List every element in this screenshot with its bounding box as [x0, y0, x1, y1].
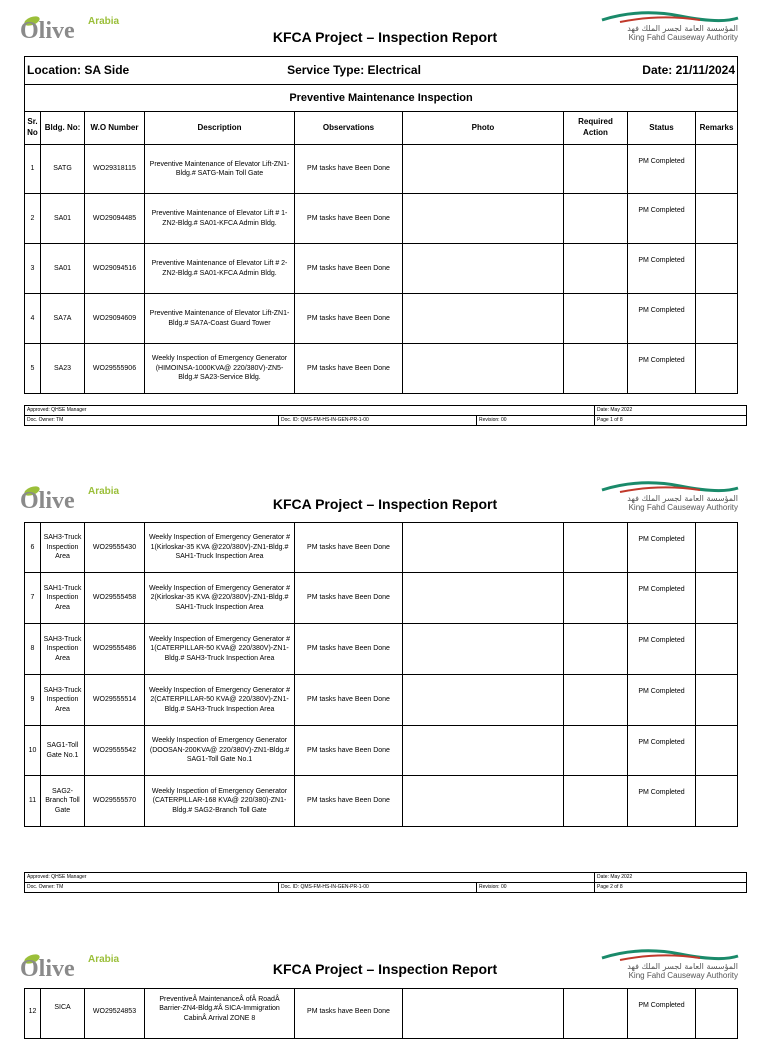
bldg-cell: SA7A: [41, 294, 85, 344]
wo-cell: WO29555430: [85, 523, 145, 573]
status-cell: PM Completed: [628, 194, 696, 244]
sr-cell: 5: [25, 344, 41, 394]
photo-cell: [403, 523, 564, 573]
description-cell: Preventive Maintenance of Elevator Lift-ZN1-Bldg.# SA7A-Coast Guard Tower: [145, 294, 295, 344]
remarks-cell: [696, 344, 738, 394]
description-cell: Preventive Maintenance of Elevator Lift # 1-ZN2-Bldg.# SA01-KFCA Admin Bldg.: [145, 194, 295, 244]
status-cell: PM Completed: [628, 523, 696, 573]
page-footer: [24, 405, 747, 426]
observation-cell: PM tasks have Been Done: [295, 344, 403, 394]
page-header: [0, 0, 768, 48]
footer-approved: Approved: QHSE Manager: [25, 873, 595, 883]
photo-cell: [403, 624, 564, 675]
svg-text:King Fahd Causeway Authority: King Fahd Causeway Authority: [628, 971, 738, 980]
remarks-cell: [696, 145, 738, 194]
observation-cell: PM tasks have Been Done: [295, 523, 403, 573]
status-cell: PM Completed: [628, 726, 696, 776]
svg-text:Arabia: Arabia: [88, 16, 120, 27]
sr-cell: 3: [25, 244, 41, 294]
remarks-cell: [696, 194, 738, 244]
status-cell: PM Completed: [628, 145, 696, 194]
status-cell: PM Completed: [628, 573, 696, 624]
wo-cell: WO29555570: [85, 776, 145, 827]
status-cell: PM Completed: [628, 675, 696, 726]
svg-text:King Fahd Causeway Authority: King Fahd Causeway Authority: [628, 33, 738, 42]
bldg-cell: SAG1-Toll Gate No.1: [41, 726, 85, 776]
col-bldg: Bldg. No:: [41, 112, 85, 145]
col-photo: Photo: [403, 112, 564, 145]
svg-text:Arabia: Arabia: [88, 486, 120, 497]
observation-cell: PM tasks have Been Done: [295, 145, 403, 194]
sr-cell: 11: [25, 776, 41, 827]
action-cell: [564, 726, 628, 776]
footer-revision: Revision: 00: [477, 416, 595, 426]
col-sr: Sr. No: [25, 112, 41, 145]
inspection-table-page-3: [24, 988, 738, 1039]
col-remarks: Remarks: [696, 112, 738, 145]
photo-cell: [403, 145, 564, 194]
inspection-table-page-2: [24, 522, 738, 827]
table-row: [25, 624, 738, 675]
kfca-logo: [600, 948, 740, 980]
wo-cell: WO29524853: [85, 989, 145, 1039]
remarks-cell: [696, 573, 738, 624]
col-status: Status: [628, 112, 696, 145]
table-row: [25, 573, 738, 624]
observation-cell: PM tasks have Been Done: [295, 675, 403, 726]
status-cell: PM Completed: [628, 989, 696, 1039]
action-cell: [564, 523, 628, 573]
kfca-logo: [600, 480, 740, 512]
col-description: Description: [145, 112, 295, 145]
remarks-cell: [696, 523, 738, 573]
photo-cell: [403, 294, 564, 344]
sr-cell: 12: [25, 989, 41, 1039]
report-page-1: [0, 0, 768, 423]
wo-cell: WO29318115: [85, 145, 145, 194]
remarks-cell: [696, 989, 738, 1039]
status-cell: PM Completed: [628, 776, 696, 827]
observation-cell: PM tasks have Been Done: [295, 573, 403, 624]
photo-cell: [403, 244, 564, 294]
table-row: [25, 726, 738, 776]
svg-text:Olive: Olive: [20, 18, 75, 42]
bldg-cell: SAH3-Truck Inspection Area: [41, 624, 85, 675]
sr-cell: 8: [25, 624, 41, 675]
col-observations: Observations: [295, 112, 403, 145]
wo-cell: WO29555458: [85, 573, 145, 624]
report-title: KFCA Project – Inspection Report: [272, 961, 498, 977]
status-cell: PM Completed: [628, 244, 696, 294]
remarks-cell: [696, 726, 738, 776]
inspection-table-page-1: [24, 56, 738, 394]
bldg-cell: SAH3-Truck Inspection Area: [41, 523, 85, 573]
description-cell: Weekly Inspection of Emergency Generator (CATERPILLAR-168 KVA@ 220/380)-ZN1-Bldg.# SAG2-Branch Toll Gate: [145, 776, 295, 827]
col-required-action: Required Action: [564, 112, 628, 145]
observation-cell: PM tasks have Been Done: [295, 294, 403, 344]
service-type-label: Service Type: Electrical: [145, 57, 564, 85]
photo-cell: [403, 776, 564, 827]
action-cell: [564, 294, 628, 344]
observation-cell: PM tasks have Been Done: [295, 194, 403, 244]
photo-cell: [403, 573, 564, 624]
svg-text:المؤسسة العامة لجسر الملك فهد: المؤسسة العامة لجسر الملك فهد: [627, 494, 738, 503]
photo-cell: [403, 989, 564, 1039]
bldg-cell: SA01: [41, 194, 85, 244]
footer-approved: Approved: QHSE Manager: [25, 406, 595, 416]
status-cell: PM Completed: [628, 624, 696, 675]
olive-arabia-logo: [16, 480, 136, 512]
wo-cell: WO29094516: [85, 244, 145, 294]
svg-text:Arabia: Arabia: [88, 954, 120, 965]
kfca-logo: [600, 10, 740, 42]
remarks-cell: [696, 624, 738, 675]
svg-text:المؤسسة العامة لجسر الملك فهد: المؤسسة العامة لجسر الملك فهد: [627, 24, 738, 33]
wo-cell: WO29555906: [85, 344, 145, 394]
description-cell: Weekly Inspection of Emergency Generator (HIMOINSA-1000KVA@ 220/380V)-ZN5-Bldg.# SA23-Service Bldg.: [145, 344, 295, 394]
page-footer: [24, 872, 747, 893]
bldg-cell: SAG2-Branch Toll Gate: [41, 776, 85, 827]
footer-date: Date: May 2022: [595, 406, 747, 416]
action-cell: [564, 145, 628, 194]
footer-owner: Doc. Owner: TM: [25, 883, 279, 893]
report-page-2: [0, 470, 768, 890]
wo-cell: WO29555486: [85, 624, 145, 675]
svg-text:Olive: Olive: [20, 488, 75, 512]
page-header: [0, 470, 768, 518]
sr-cell: 4: [25, 294, 41, 344]
bldg-cell: SATG: [41, 145, 85, 194]
report-title: KFCA Project – Inspection Report: [272, 29, 498, 45]
photo-cell: [403, 675, 564, 726]
footer-doc-id: Doc. ID: QMS-FM-HS-IN-GEN-PR-1-00: [279, 883, 477, 893]
footer-page-number: Page 1 of 8: [595, 416, 747, 426]
sr-cell: 1: [25, 145, 41, 194]
action-cell: [564, 573, 628, 624]
wo-cell: WO29094609: [85, 294, 145, 344]
action-cell: [564, 624, 628, 675]
col-wo: W.O Number: [85, 112, 145, 145]
table-row: [25, 244, 738, 294]
bldg-cell: SA23: [41, 344, 85, 394]
table-row: [25, 989, 738, 1039]
description-cell: Weekly Inspection of Emergency Generator # 1(CATERPILLAR-50 KVA@ 220/380V)-ZN1-Bldg.# SAH3-Truck Inspection Area: [145, 624, 295, 675]
svg-text:King Fahd Causeway Authority: King Fahd Causeway Authority: [628, 503, 738, 512]
description-cell: PreventiveÂ MaintenanceÂ ofÂ RoadÂ Barrier-ZN4-Bldg.#Â SICA-Immigration CabinÂ Arrival ZONE 8: [145, 989, 295, 1039]
olive-arabia-logo: [16, 10, 136, 42]
sr-cell: 6: [25, 523, 41, 573]
remarks-cell: [696, 776, 738, 827]
remarks-cell: [696, 294, 738, 344]
footer-doc-id: Doc. ID: QMS-FM-HS-IN-GEN-PR-1-00: [279, 416, 477, 426]
action-cell: [564, 989, 628, 1039]
observation-cell: PM tasks have Been Done: [295, 244, 403, 294]
footer-owner: Doc. Owner: TM: [25, 416, 279, 426]
page-header: [0, 938, 768, 986]
footer-page-number: Page 2 of 8: [595, 883, 747, 893]
table-header-row: [25, 112, 738, 145]
description-cell: Weekly Inspection of Emergency Generator # 2(CATERPILLAR-50 KVA@ 220/380V)-ZN1-Bldg.# SAH3-Truck Inspection Area: [145, 675, 295, 726]
sr-cell: 7: [25, 573, 41, 624]
table-row: [25, 776, 738, 827]
table-row: [25, 523, 738, 573]
sr-cell: 2: [25, 194, 41, 244]
action-cell: [564, 675, 628, 726]
table-row: [25, 344, 738, 394]
photo-cell: [403, 194, 564, 244]
wo-cell: WO29094485: [85, 194, 145, 244]
observation-cell: PM tasks have Been Done: [295, 726, 403, 776]
footer-revision: Revision: 00: [477, 883, 595, 893]
section-title: Preventive Maintenance Inspection: [25, 85, 738, 112]
svg-text:المؤسسة العامة لجسر الملك فهد: المؤسسة العامة لجسر الملك فهد: [627, 962, 738, 971]
info-bar: [25, 57, 738, 85]
wo-cell: WO29555542: [85, 726, 145, 776]
observation-cell: PM tasks have Been Done: [295, 776, 403, 827]
report-page-3: [0, 938, 768, 1022]
action-cell: [564, 344, 628, 394]
status-cell: PM Completed: [628, 294, 696, 344]
description-cell: Preventive Maintenance of Elevator Lift-ZN1-Bldg.# SATG-Main Toll Gate: [145, 145, 295, 194]
bldg-cell: SAH1-Truck Inspection Area: [41, 573, 85, 624]
description-cell: Weekly Inspection of Emergency Generator # 2(Kirloskar-35 KVA @220/380V)-ZN1-Bldg.# SAH1-Truck Inspection Area: [145, 573, 295, 624]
date-label: Date: 21/11/2024: [564, 57, 738, 85]
description-cell: Weekly Inspection of Emergency Generator (DOOSAN-200KVA@ 220/380V)-ZN1-Bldg.# SAG1-Toll Gate No.1: [145, 726, 295, 776]
photo-cell: [403, 726, 564, 776]
remarks-cell: [696, 675, 738, 726]
table-row: [25, 194, 738, 244]
sr-cell: 10: [25, 726, 41, 776]
wo-cell: WO29555514: [85, 675, 145, 726]
bldg-cell: SA01: [41, 244, 85, 294]
action-cell: [564, 244, 628, 294]
action-cell: [564, 194, 628, 244]
table-row: [25, 675, 738, 726]
sr-cell: 9: [25, 675, 41, 726]
bldg-cell: SICA: [41, 989, 85, 1039]
location-label: Location: SA Side: [25, 57, 145, 85]
olive-arabia-logo: [16, 948, 136, 980]
remarks-cell: [696, 244, 738, 294]
observation-cell: PM tasks have Been Done: [295, 624, 403, 675]
status-cell: PM Completed: [628, 344, 696, 394]
photo-cell: [403, 344, 564, 394]
report-title: KFCA Project – Inspection Report: [272, 496, 498, 512]
table-row: [25, 145, 738, 194]
description-cell: Weekly Inspection of Emergency Generator # 1(Kirloskar-35 KVA @220/380V)-ZN1-Bldg.# SAH1-Truck Inspection Area: [145, 523, 295, 573]
table-row: [25, 294, 738, 344]
footer-date: Date: May 2022: [595, 873, 747, 883]
bldg-cell: SAH3-Truck Inspection Area: [41, 675, 85, 726]
observation-cell: PM tasks have Been Done: [295, 989, 403, 1039]
description-cell: Preventive Maintenance of Elevator Lift # 2-ZN2-Bldg.# SA01-KFCA Admin Bldg.: [145, 244, 295, 294]
action-cell: [564, 776, 628, 827]
svg-text:Olive: Olive: [20, 956, 75, 980]
